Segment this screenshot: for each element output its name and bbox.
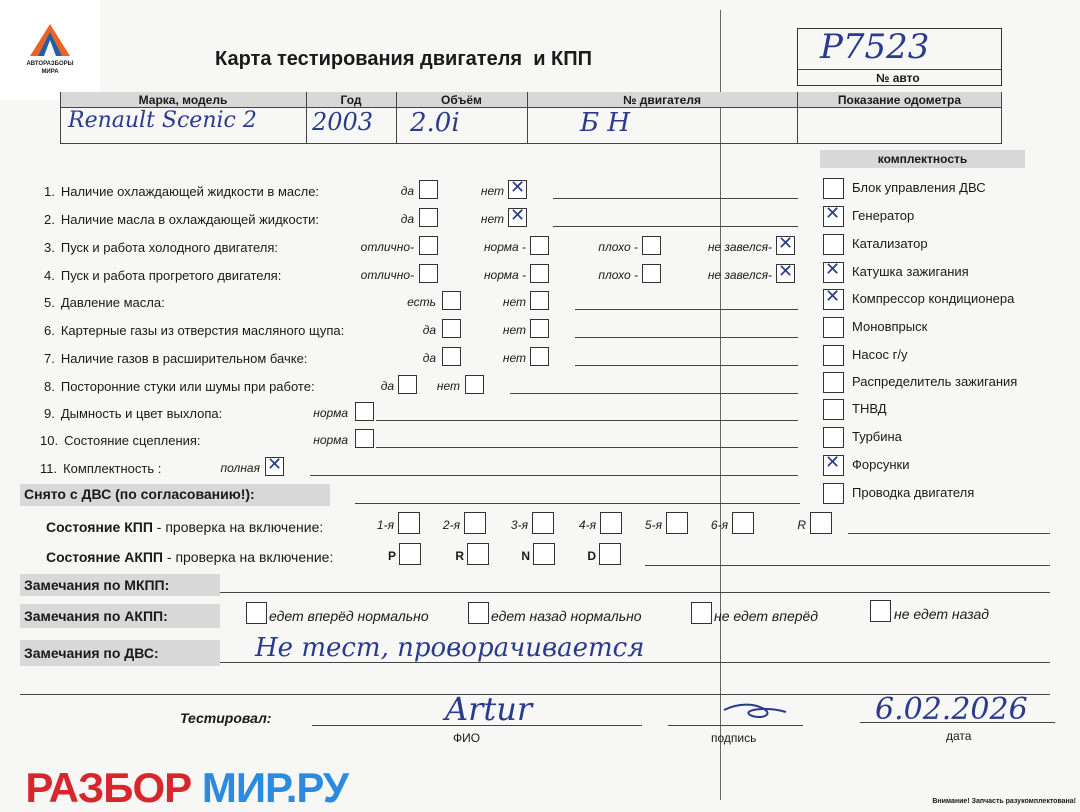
kpp-gear-checkbox[interactable] xyxy=(464,512,486,534)
complect-label-10: Турбина xyxy=(852,429,902,444)
q2-da-checkbox[interactable] xyxy=(419,208,438,227)
removed-label: Снято с ДВС (по согласованию!): xyxy=(24,486,255,502)
fio-caption: ФИО xyxy=(453,731,481,745)
akpp-fwd-ok-checkbox[interactable] xyxy=(246,602,267,624)
q1-da-checkbox[interactable] xyxy=(419,180,438,199)
complect-checkbox-5[interactable] xyxy=(823,289,844,310)
akpp-back-ok-checkbox[interactable] xyxy=(468,602,489,624)
year-value: 2003 xyxy=(312,108,374,136)
complect-label-11: Форсунки xyxy=(852,457,910,472)
question-9: 9. Дымность и цвет выхлопа: xyxy=(44,406,223,421)
complect-label-3: Катализатор xyxy=(852,236,928,251)
akpp-label: Состояние АКПП - проверка на включение: xyxy=(46,549,334,565)
q4-norma-checkbox[interactable] xyxy=(530,264,549,283)
q9-norma-checkbox[interactable] xyxy=(355,402,374,421)
akpp-back-fail-checkbox[interactable] xyxy=(870,600,891,622)
complect-checkbox-9[interactable] xyxy=(823,399,844,420)
logo-text: АВТОРАЗБОРЫ МИРА xyxy=(26,61,74,75)
kpp-gear-checkbox[interactable] xyxy=(398,512,420,534)
complect-label-7: Насос г/у xyxy=(852,347,908,362)
auto-number-label: № авто xyxy=(876,71,920,85)
q5-est-checkbox[interactable] xyxy=(442,291,461,310)
sign-caption: подпись xyxy=(711,731,757,745)
q3-ploho-checkbox[interactable] xyxy=(642,236,661,255)
q4-otl-checkbox[interactable] xyxy=(419,264,438,283)
complect-checkbox-11[interactable] xyxy=(823,455,844,476)
q5-net-checkbox[interactable] xyxy=(530,291,549,310)
akpp-gear-checkbox[interactable] xyxy=(599,543,621,565)
q3-norma-checkbox[interactable] xyxy=(530,236,549,255)
q10-norma-checkbox[interactable] xyxy=(355,429,374,448)
vehicle-table xyxy=(60,92,1002,144)
kpp-gear-label: 3-я xyxy=(510,518,528,532)
col-year: Год xyxy=(340,93,362,107)
q6-da-checkbox[interactable] xyxy=(442,319,461,338)
question-1: 1. Наличие охлаждающей жидкости в масле: xyxy=(44,184,320,199)
date-value: 6.02.2026 xyxy=(875,692,1028,727)
q4-nezav-checkbox[interactable] xyxy=(776,264,795,283)
question-11: 11. Комплектность : xyxy=(40,461,162,476)
engine-no-value: Б Н xyxy=(580,108,631,138)
q8-da-checkbox[interactable] xyxy=(398,375,417,394)
kpp-gear-checkbox[interactable] xyxy=(666,512,688,534)
col-odometer: Показание одометра xyxy=(837,93,962,107)
complect-checkbox-1[interactable] xyxy=(823,178,844,199)
akpp-gear-checkbox[interactable] xyxy=(467,543,489,565)
akpp-gear-label: D xyxy=(587,549,596,563)
akpp-gear-checkbox[interactable] xyxy=(533,543,555,565)
q7-da-checkbox[interactable] xyxy=(442,347,461,366)
question-6: 6. Картерные газы из отверстия масляного щупа: xyxy=(44,323,345,338)
complect-checkbox-3[interactable] xyxy=(823,234,844,255)
kpp-gear-checkbox[interactable] xyxy=(600,512,622,534)
complect-checkbox-7[interactable] xyxy=(823,345,844,366)
q6-net-checkbox[interactable] xyxy=(530,319,549,338)
q4-ploho-checkbox[interactable] xyxy=(642,264,661,283)
dvs-notes-label: Замечания по ДВС: xyxy=(24,645,159,661)
col-engine-no: № двигателя xyxy=(623,93,701,107)
kpp-gear-label: 2-я xyxy=(442,518,460,532)
footer-note: Внимание! Запчасть разукомплектована! xyxy=(932,798,1076,805)
auto-number-value: Р7523 xyxy=(820,27,930,67)
kpp-gear-checkbox[interactable] xyxy=(532,512,554,534)
complect-checkbox-4[interactable] xyxy=(823,262,844,283)
q11-polnaya-checkbox[interactable] xyxy=(265,457,284,476)
brand-value: Renault Scenic 2 xyxy=(68,108,257,133)
question-7: 7. Наличие газов в расширительном бачке: xyxy=(44,351,308,366)
q8-net-checkbox[interactable] xyxy=(465,375,484,394)
complect-checkbox-2[interactable] xyxy=(823,206,844,227)
complect-checkbox-6[interactable] xyxy=(823,317,844,338)
logo xyxy=(0,0,100,100)
q3-nezav-checkbox[interactable] xyxy=(776,236,795,255)
volume-value: 2.0i xyxy=(410,108,460,138)
kpp-gear-label: R xyxy=(797,518,806,532)
complect-label-6: Моновпрыск xyxy=(852,319,928,334)
col-brand: Марка, модель xyxy=(138,93,228,107)
auto-number-box xyxy=(797,28,1002,86)
complect-checkbox-8[interactable] xyxy=(823,372,844,393)
question-2: 2. Наличие масла в охлаждающей жидкости: xyxy=(44,212,320,227)
kpp-label: Состояние КПП - проверка на включение: xyxy=(46,519,324,535)
question-5: 5. Давление масла: xyxy=(44,295,165,310)
col-volume: Объём xyxy=(441,93,482,107)
complect-label-12: Проводка двигателя xyxy=(852,485,975,500)
complect-label-1: Блок управления ДВС xyxy=(852,180,986,195)
fio-value: Artur xyxy=(445,690,533,728)
kpp-gear-label: 4-я xyxy=(578,518,596,532)
complect-label-9: ТНВД xyxy=(852,401,887,416)
signature-icon xyxy=(720,700,790,724)
q1-net-checkbox[interactable] xyxy=(508,180,527,199)
tested-label: Тестировал: xyxy=(180,710,272,726)
complect-label-2: Генератор xyxy=(852,208,915,223)
kpp-gear-checkbox[interactable] xyxy=(732,512,754,534)
complect-label-8: Распределитель зажигания xyxy=(852,374,1018,389)
q2-net-checkbox[interactable] xyxy=(508,208,527,227)
kpp-gear-label: 1-я xyxy=(376,518,394,532)
mkpp-notes-label: Замечания по МКПП: xyxy=(24,577,170,593)
date-caption: дата xyxy=(946,729,972,743)
complect-label-4: Катушка зажигания xyxy=(852,264,969,279)
dvs-notes-value: Не тест, проворачивается xyxy=(255,633,645,663)
akpp-gear-label: R xyxy=(455,549,464,563)
q3-otl-checkbox[interactable] xyxy=(419,236,438,255)
akpp-notes-label: Замечания по АКПП: xyxy=(24,608,168,624)
kpp-gear-checkbox[interactable] xyxy=(810,512,832,534)
q7-net-checkbox[interactable] xyxy=(530,347,549,366)
akpp-fwd-fail-checkbox[interactable] xyxy=(691,602,712,624)
kpp-gear-label: 6-я xyxy=(710,518,728,532)
complect-header: комплектность xyxy=(820,150,1025,168)
logo-icon xyxy=(28,22,72,58)
page-title: Карта тестирования двигателя и КПП xyxy=(215,48,593,70)
complect-label-5: Компрессор кондиционера xyxy=(852,291,1015,306)
akpp-gear-checkbox[interactable] xyxy=(399,543,421,565)
akpp-gear-label: N xyxy=(521,549,530,563)
kpp-gear-label: 5-я xyxy=(644,518,662,532)
watermark: РАЗБОР МИР.РУ xyxy=(25,764,349,811)
complect-checkbox-10[interactable] xyxy=(823,427,844,448)
question-3: 3. Пуск и работа холодного двигателя: xyxy=(44,240,278,255)
question-8: 8. Посторонние стуки или шумы при работе: xyxy=(44,379,315,394)
question-4: 4. Пуск и работа прогретого двигателя: xyxy=(44,268,282,283)
complect-checkbox-12[interactable] xyxy=(823,483,844,504)
akpp-gear-label: P xyxy=(387,549,396,563)
question-10: 10. Состояние сцепления: xyxy=(40,433,201,448)
